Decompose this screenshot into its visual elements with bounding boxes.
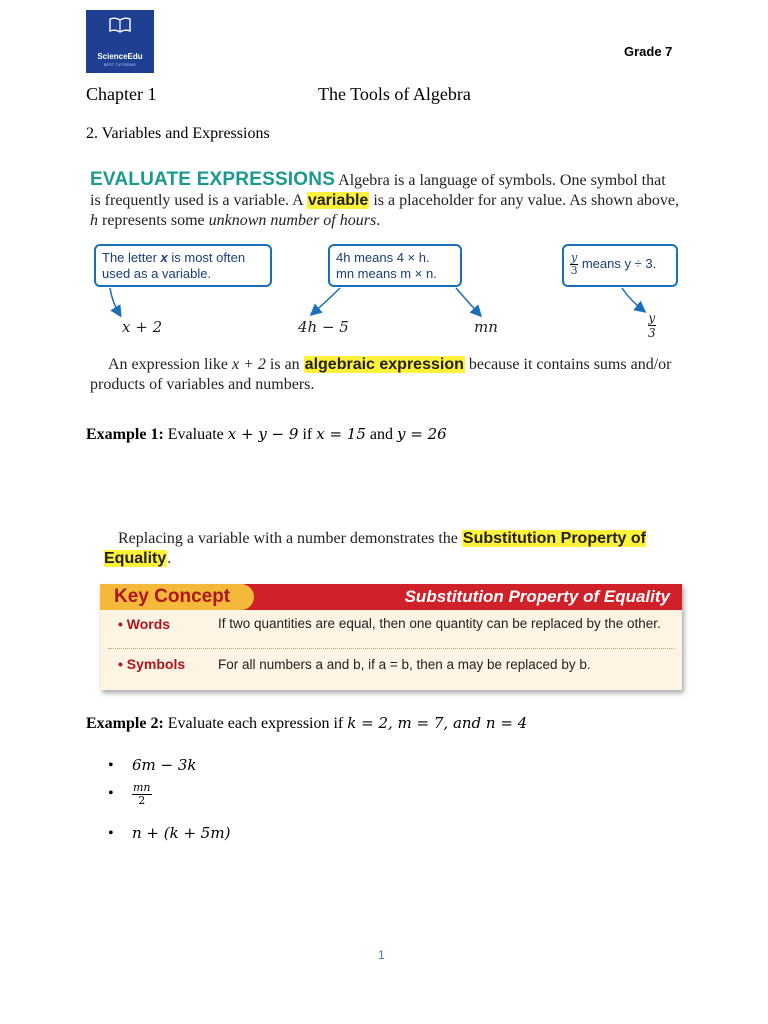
example-1-expression: x + y − 9 — [227, 425, 299, 443]
chapter-title: The Tools of Algebra — [318, 84, 471, 104]
arrow-to-4h-minus-5 — [312, 288, 340, 314]
arrow-to-mn — [456, 288, 480, 315]
algebraic-expression-highlight: algebraic expression — [304, 356, 464, 373]
callout-quotient — [562, 244, 678, 287]
key-concept-title: Substitution Property of Equality — [404, 587, 670, 606]
intro-variable-h: h — [90, 212, 98, 229]
fraction-numerator: mn — [133, 781, 151, 794]
expression-mn: mn — [474, 318, 498, 336]
list-item — [108, 782, 152, 807]
arrow-to-y-over-3 — [622, 288, 644, 311]
callout-text: is most often used as a variable. — [102, 250, 246, 281]
paragraph-text: is an — [265, 356, 304, 373]
bullet-dot: • — [108, 757, 114, 774]
bullet-dot: • — [108, 785, 114, 803]
arrow-to-x-plus-2 — [110, 288, 120, 315]
example-2-conditions: k = 2, m = 7, and n = 4 — [347, 714, 528, 732]
evaluate-expressions-intro — [90, 170, 680, 231]
intro-text: Algebra is a language of symbols. One symbol that is frequently used is a variable. A — [90, 172, 666, 209]
bullet-expression: 6m − 3k — [132, 756, 197, 774]
book-icon — [108, 16, 132, 34]
fraction-denominator: 3 — [570, 264, 578, 277]
key-concept-box — [100, 584, 682, 690]
example-text: Evaluate each expression if — [163, 715, 348, 732]
grade-label: Grade 7 — [624, 44, 673, 59]
variable-highlight: variable — [307, 192, 369, 209]
example-text: Evaluate — [163, 426, 228, 443]
callout-text: The letter — [102, 250, 161, 265]
list-item — [108, 756, 197, 775]
example-2-label: Example 2: — [86, 715, 164, 732]
callout-fraction — [570, 252, 578, 277]
intro-text: . — [376, 212, 381, 229]
fraction-numerator: y — [648, 311, 656, 325]
substitution-property-highlight: Substitution Property of Equality — [104, 530, 646, 567]
key-concept-divider — [108, 648, 674, 649]
example-2 — [86, 714, 527, 733]
scienceedu-logo — [86, 10, 154, 73]
symbols-text: For all numbers a and b, if a = b, then a may be replaced by b. — [218, 657, 591, 672]
callout-letter-x — [94, 244, 272, 287]
example-1-label: Example 1: — [86, 426, 164, 443]
list-item — [108, 824, 230, 843]
paragraph-text: An expression like — [108, 356, 232, 373]
example-1-condition-y: y = 26 — [396, 425, 447, 443]
bullet-expression: n + (k + 5m) — [132, 824, 231, 842]
fraction-numerator: y — [571, 251, 578, 264]
algebraic-expression-paragraph — [90, 355, 680, 395]
inline-expression: x + 2 — [231, 356, 266, 373]
intro-text: is a placeholder for any value. As shown above, — [369, 192, 680, 209]
intro-text: represents some — [98, 212, 209, 229]
paragraph-text: because it contains sums and/or products of variables and numbers. — [90, 356, 672, 393]
callout-text: means y ÷ 3. — [578, 255, 657, 271]
callout-products — [328, 244, 462, 287]
section-title: 2. Variables and Expressions — [86, 125, 270, 142]
words-text: If two quantities are equal, then one quantity can be replaced by the other. — [218, 616, 661, 631]
fraction-denominator: 3 — [648, 326, 656, 340]
fraction-denominator: 2 — [138, 794, 146, 807]
callout-line-1: 4h means 4 × h. — [336, 250, 430, 265]
evaluate-expressions-heading: EVALUATE EXPRESSIONS — [90, 169, 336, 190]
expression-x-plus-2: x + 2 — [122, 318, 163, 336]
logo-name: ScienceEdu — [97, 52, 143, 61]
chapter-label: Chapter 1 — [86, 84, 157, 104]
bullet-dot: • — [108, 825, 114, 842]
expression-4h-minus-5: 4h − 5 — [298, 318, 349, 336]
page-number: 1 — [378, 948, 385, 962]
paragraph-text: Replacing a variable with a number demonstrates the — [118, 530, 462, 547]
logo-tagline: BEST TUTORING — [103, 63, 137, 67]
key-concept-label: Key Concept — [114, 586, 231, 607]
example-text: and — [365, 426, 397, 443]
bullet-fraction — [132, 782, 152, 807]
words-label: • Words — [118, 616, 171, 632]
symbols-label: • Symbols — [118, 656, 186, 672]
example-1-condition-x: x = 15 — [316, 425, 366, 443]
callout-line-2: mn means m × n. — [336, 266, 437, 281]
example-text: if — [298, 426, 317, 443]
paragraph-text: . — [167, 550, 172, 567]
callout-variable: x — [160, 250, 168, 265]
example-1 — [86, 425, 447, 444]
expression-y-over-3 — [648, 311, 656, 340]
intro-italic-text: unknown number of hours — [208, 212, 377, 229]
substitution-paragraph — [104, 529, 664, 569]
